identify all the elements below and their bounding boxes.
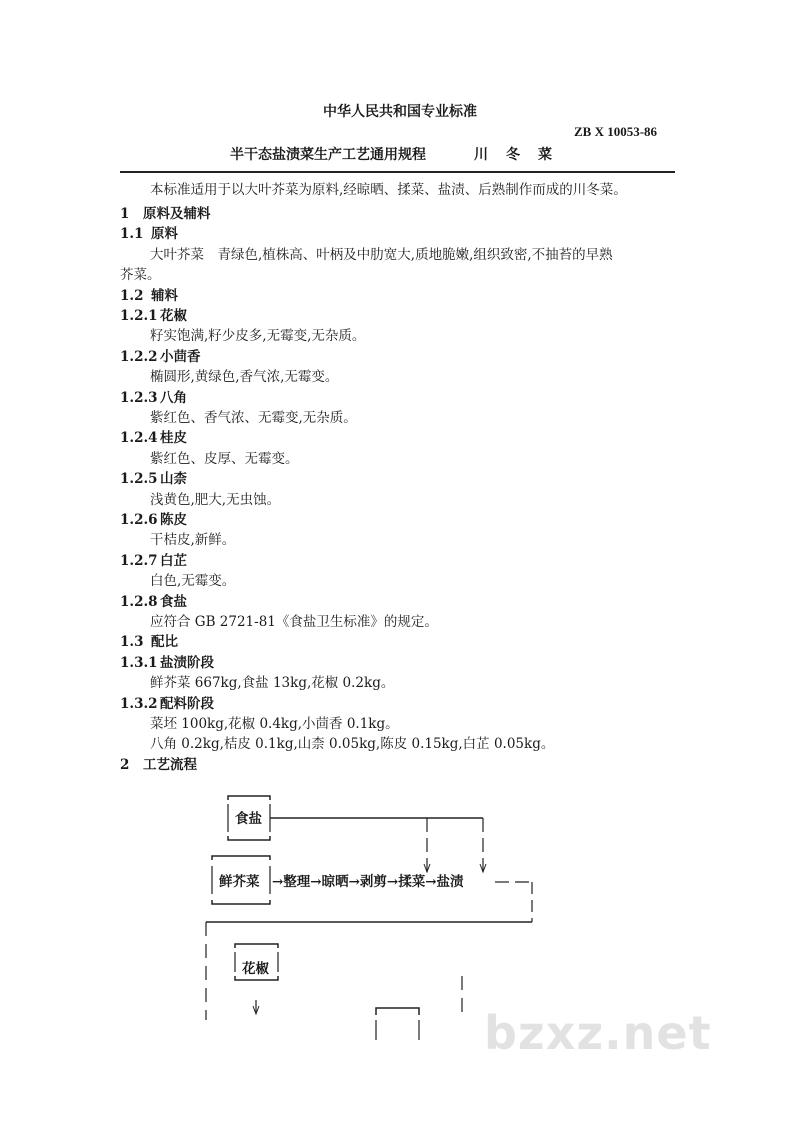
clause-text: 大叶芥菜 青绿色,植株高、叶柄及中肋宽大,质地脆嫩,组织致密,不抽苔的早熟 [150, 246, 613, 263]
clause-number: 2 [120, 756, 130, 773]
clause-text: 紫红色、皮厚、无霉变。 [150, 450, 299, 467]
clause-heading: 陈皮 [160, 512, 187, 528]
clause-text: 浅黄色,肥大,无虫蚀。 [150, 491, 281, 508]
clause-heading: 辅料 [151, 287, 178, 304]
intro-paragraph: 本标准适用于以大叶芥菜为原料,经晾晒、揉菜、盐渍、后熟制作而成的川冬菜。 [150, 182, 627, 198]
pepper-node: 花椒 [242, 961, 269, 977]
clause-text: 芥菜。 [120, 267, 161, 284]
clause-number: 1.2.3 [120, 389, 158, 406]
clause-number: 1.2.7 [120, 552, 158, 569]
clause-heading: 配比 [151, 634, 178, 651]
standard-title: 半干态盐渍菜生产工艺通用规程 [230, 147, 426, 163]
clause-heading: 山柰 [160, 471, 187, 488]
clause-heading: 配料阶段 [160, 695, 214, 712]
clause-heading: 盐渍阶段 [160, 654, 214, 671]
product-name: 川冬菜 [474, 147, 570, 163]
clause-number: 1.2 [120, 287, 144, 304]
next-box-top [376, 1008, 419, 1015]
clause-text: 干桔皮,新鲜。 [150, 532, 236, 549]
clause-text: 八角 0.2kg,桔皮 0.1kg,山柰 0.05kg,陈皮 0.15kg,白芷 0.05kg。 [150, 736, 555, 753]
salt-box-bottom [228, 836, 270, 840]
clause-text: 应符合 GB 2721-81《食盐卫生标准》的规定。 [150, 614, 438, 630]
clause-number: 1 [120, 206, 130, 222]
clause-heading: 原料 [151, 226, 178, 243]
clause-number: 1.2.2 [120, 348, 158, 365]
fresh-mustard-node: 鲜芥菜 [219, 874, 260, 890]
salt-node: 食盐 [235, 811, 262, 827]
watermark-logo: bzxz.net [484, 1006, 712, 1060]
clause-text: 白色,无霉变。 [150, 573, 236, 590]
clause-text: 籽实饱满,籽少皮多,无霉变,无杂质。 [150, 328, 366, 345]
standard-category: 中华人民共和国专业标准 [323, 104, 477, 120]
clause-heading: 花椒 [160, 308, 187, 324]
standard-code: ZB X 10053-86 [574, 124, 658, 139]
clause-heading: 八角 [160, 389, 187, 406]
process-steps: →整理→晾晒→剥剪→揉菜→盐渍 [272, 874, 464, 890]
clause-heading: 桂皮 [160, 430, 187, 447]
clause-heading: 原料及辅料 [143, 206, 211, 222]
fresh-box-top [212, 856, 270, 860]
clause-number: 1.1 [120, 226, 144, 243]
clause-number: 1.3.2 [120, 695, 158, 712]
clause-number: 1.2.4 [120, 430, 158, 447]
flow-lines [0, 780, 800, 1040]
header-divider [120, 171, 675, 173]
fresh-box-bottom [212, 900, 270, 904]
clause-number: 1.3 [120, 634, 144, 651]
pepper-box-top [235, 944, 278, 948]
clause-number: 1.2.5 [120, 471, 158, 488]
clause-text: 鲜芥菜 667kg,食盐 13kg,花椒 0.2kg。 [150, 675, 395, 692]
salt-box-top [228, 796, 270, 800]
clause-heading: 食盐 [160, 593, 187, 610]
clause-heading: 小茴香 [160, 348, 201, 365]
clause-heading: 白芷 [160, 552, 187, 569]
clause-number: 1.2.6 [120, 512, 158, 528]
clause-number: 1.2.1 [120, 308, 158, 324]
clause-text: 菜坯 100kg,花椒 0.4kg,小茴香 0.1kg。 [150, 716, 399, 732]
clause-text: 紫红色、香气浓、无霉变,无杂质。 [150, 410, 357, 426]
clause-number: 1.2.8 [120, 593, 158, 610]
clause-number: 1.3.1 [120, 654, 158, 671]
clause-heading: 工艺流程 [143, 756, 197, 773]
clause-text: 椭圆形,黄绿色,香气浓,无霉变。 [150, 369, 339, 386]
